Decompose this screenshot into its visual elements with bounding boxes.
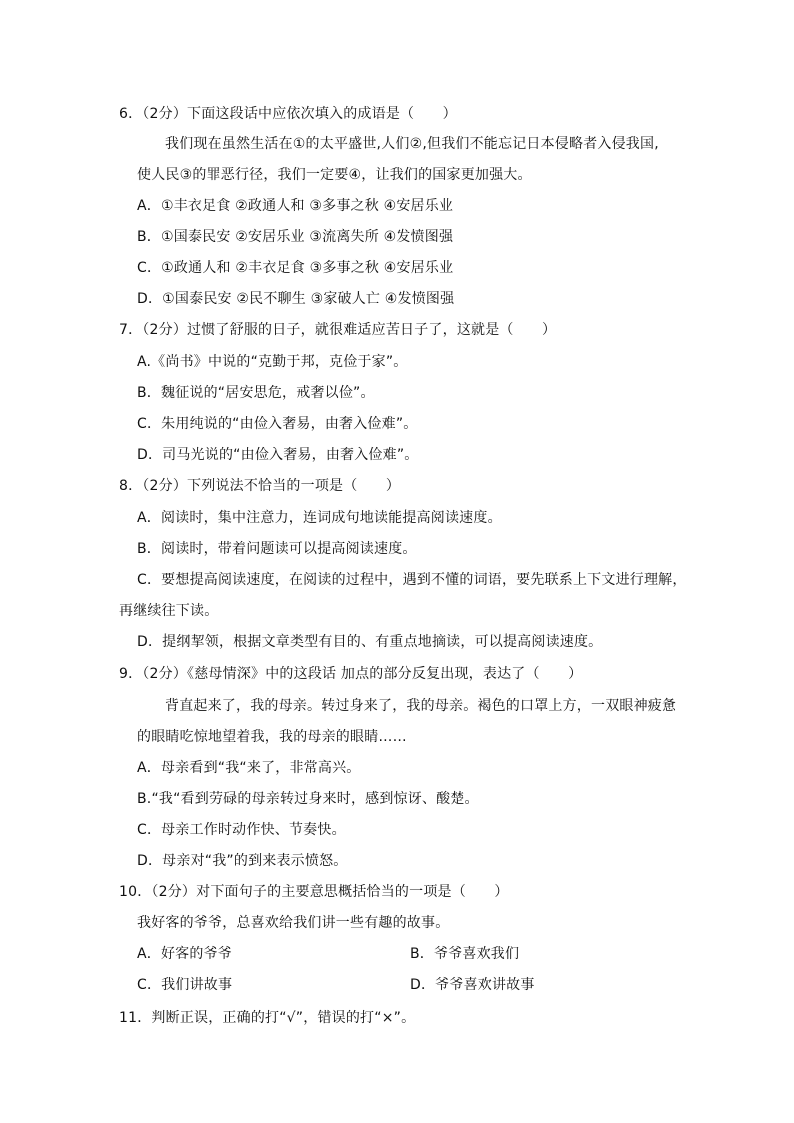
question-9-option-c: C．母亲工作时动作快、节奏快。 [137, 822, 346, 838]
question-10-option-c: C．我们讲故事 [137, 977, 233, 993]
question-9-passage-line-2: 的眼睛吃惊地望着我，我的母亲的眼睛…… [137, 729, 407, 745]
question-6-passage-line-1: 我们现在虽然生活在①的太平盛世,人们②,但我们不能忘记日本侵略者入侵我国, [165, 136, 659, 152]
question-10-option-d: D．爷爷喜欢讲故事 [410, 977, 535, 993]
question-6-stem: 6．（2分）下面这段话中应依次填入的成语是（ ） [119, 106, 457, 122]
question-9-option-d: D．母亲对“我”的到来表示愤怒。 [137, 853, 348, 869]
question-7-option-d: D．司马光说的“由俭入奢易，由奢入俭难”。 [137, 447, 419, 463]
question-6-passage-line-2: 使人民③的罪恶行径，我们一定要④，让我们的国家更加强大。 [137, 167, 532, 183]
question-10-option-b: B．爷爷喜欢我们 [410, 946, 520, 962]
question-8-option-a: A．阅读时，集中注意力，连词成句地读能提高阅读速度。 [137, 510, 502, 526]
question-10-option-a: A．好客的爷爷 [137, 946, 232, 962]
question-10-passage: 我好客的爷爷，总喜欢给我们讲一些有趣的故事。 [137, 915, 450, 931]
question-9-option-b: B.“我“看到劳碌的母亲转过身来时，感到惊讶、酸楚。 [137, 791, 479, 807]
question-7-stem: 7．（2分）过惯了舒服的日子，就很难适应苦日子了，这就是（ ） [119, 322, 557, 338]
question-6-option-b: B．①国泰民安 ②安居乐业 ③流离失所 ④发愤图强 [137, 229, 454, 245]
question-8-option-b: B．阅读时，带着问题读可以提高阅读速度。 [137, 541, 417, 557]
question-6-option-c: C．①政通人和 ②丰衣足食 ③多事之秋 ④安居乐业 [137, 260, 454, 276]
question-9-passage-line-1: 背直起来了，我的母亲。转过身来了，我的母亲。褐色的口罩上方，一双眼神疲惫 [165, 698, 677, 714]
question-6-option-a: A．①丰衣足食 ②政通人和 ③多事之秋 ④安居乐业 [137, 198, 454, 214]
question-7-option-c: C．朱用纯说的“由俭入奢易，由奢入俭难”。 [137, 416, 418, 432]
question-7-option-a: A.《尚书》中说的“克勤于邦，克俭于家”。 [137, 354, 408, 370]
question-9-stem: 9．（2分）《慈母情深》中的这段话 加点的部分反复出现，表达了（ ） [119, 666, 583, 682]
question-6-option-d: D．①国泰民安 ②民不聊生 ③家破人亡 ④发愤图强 [137, 291, 455, 307]
question-7-option-b: B．魏征说的“居安思危，戒奢以俭”。 [137, 385, 375, 401]
question-8-option-d: D．提纲挈领，根据文章类型有目的、有重点地摘读，可以提高阅读速度。 [137, 634, 603, 650]
question-8-option-c-continued: 再继续往下读。 [119, 603, 219, 619]
question-8-option-c: C．要想提高阅读速度，在阅读的过程中，遇到不懂的词语，要先联系上下文进行理解， [137, 572, 687, 588]
question-10-stem: 10．（2分）对下面句子的主要意思概括恰当的一项是（ ） [119, 884, 509, 900]
question-8-stem: 8．（2分）下列说法不恰当的一项是（ ） [119, 478, 401, 494]
question-11-stem: 11．判断正误，正确的打“√”，错误的打“×”。 [119, 1010, 416, 1026]
question-9-option-a: A．母亲看到“我“来了，非常高兴。 [137, 760, 361, 776]
